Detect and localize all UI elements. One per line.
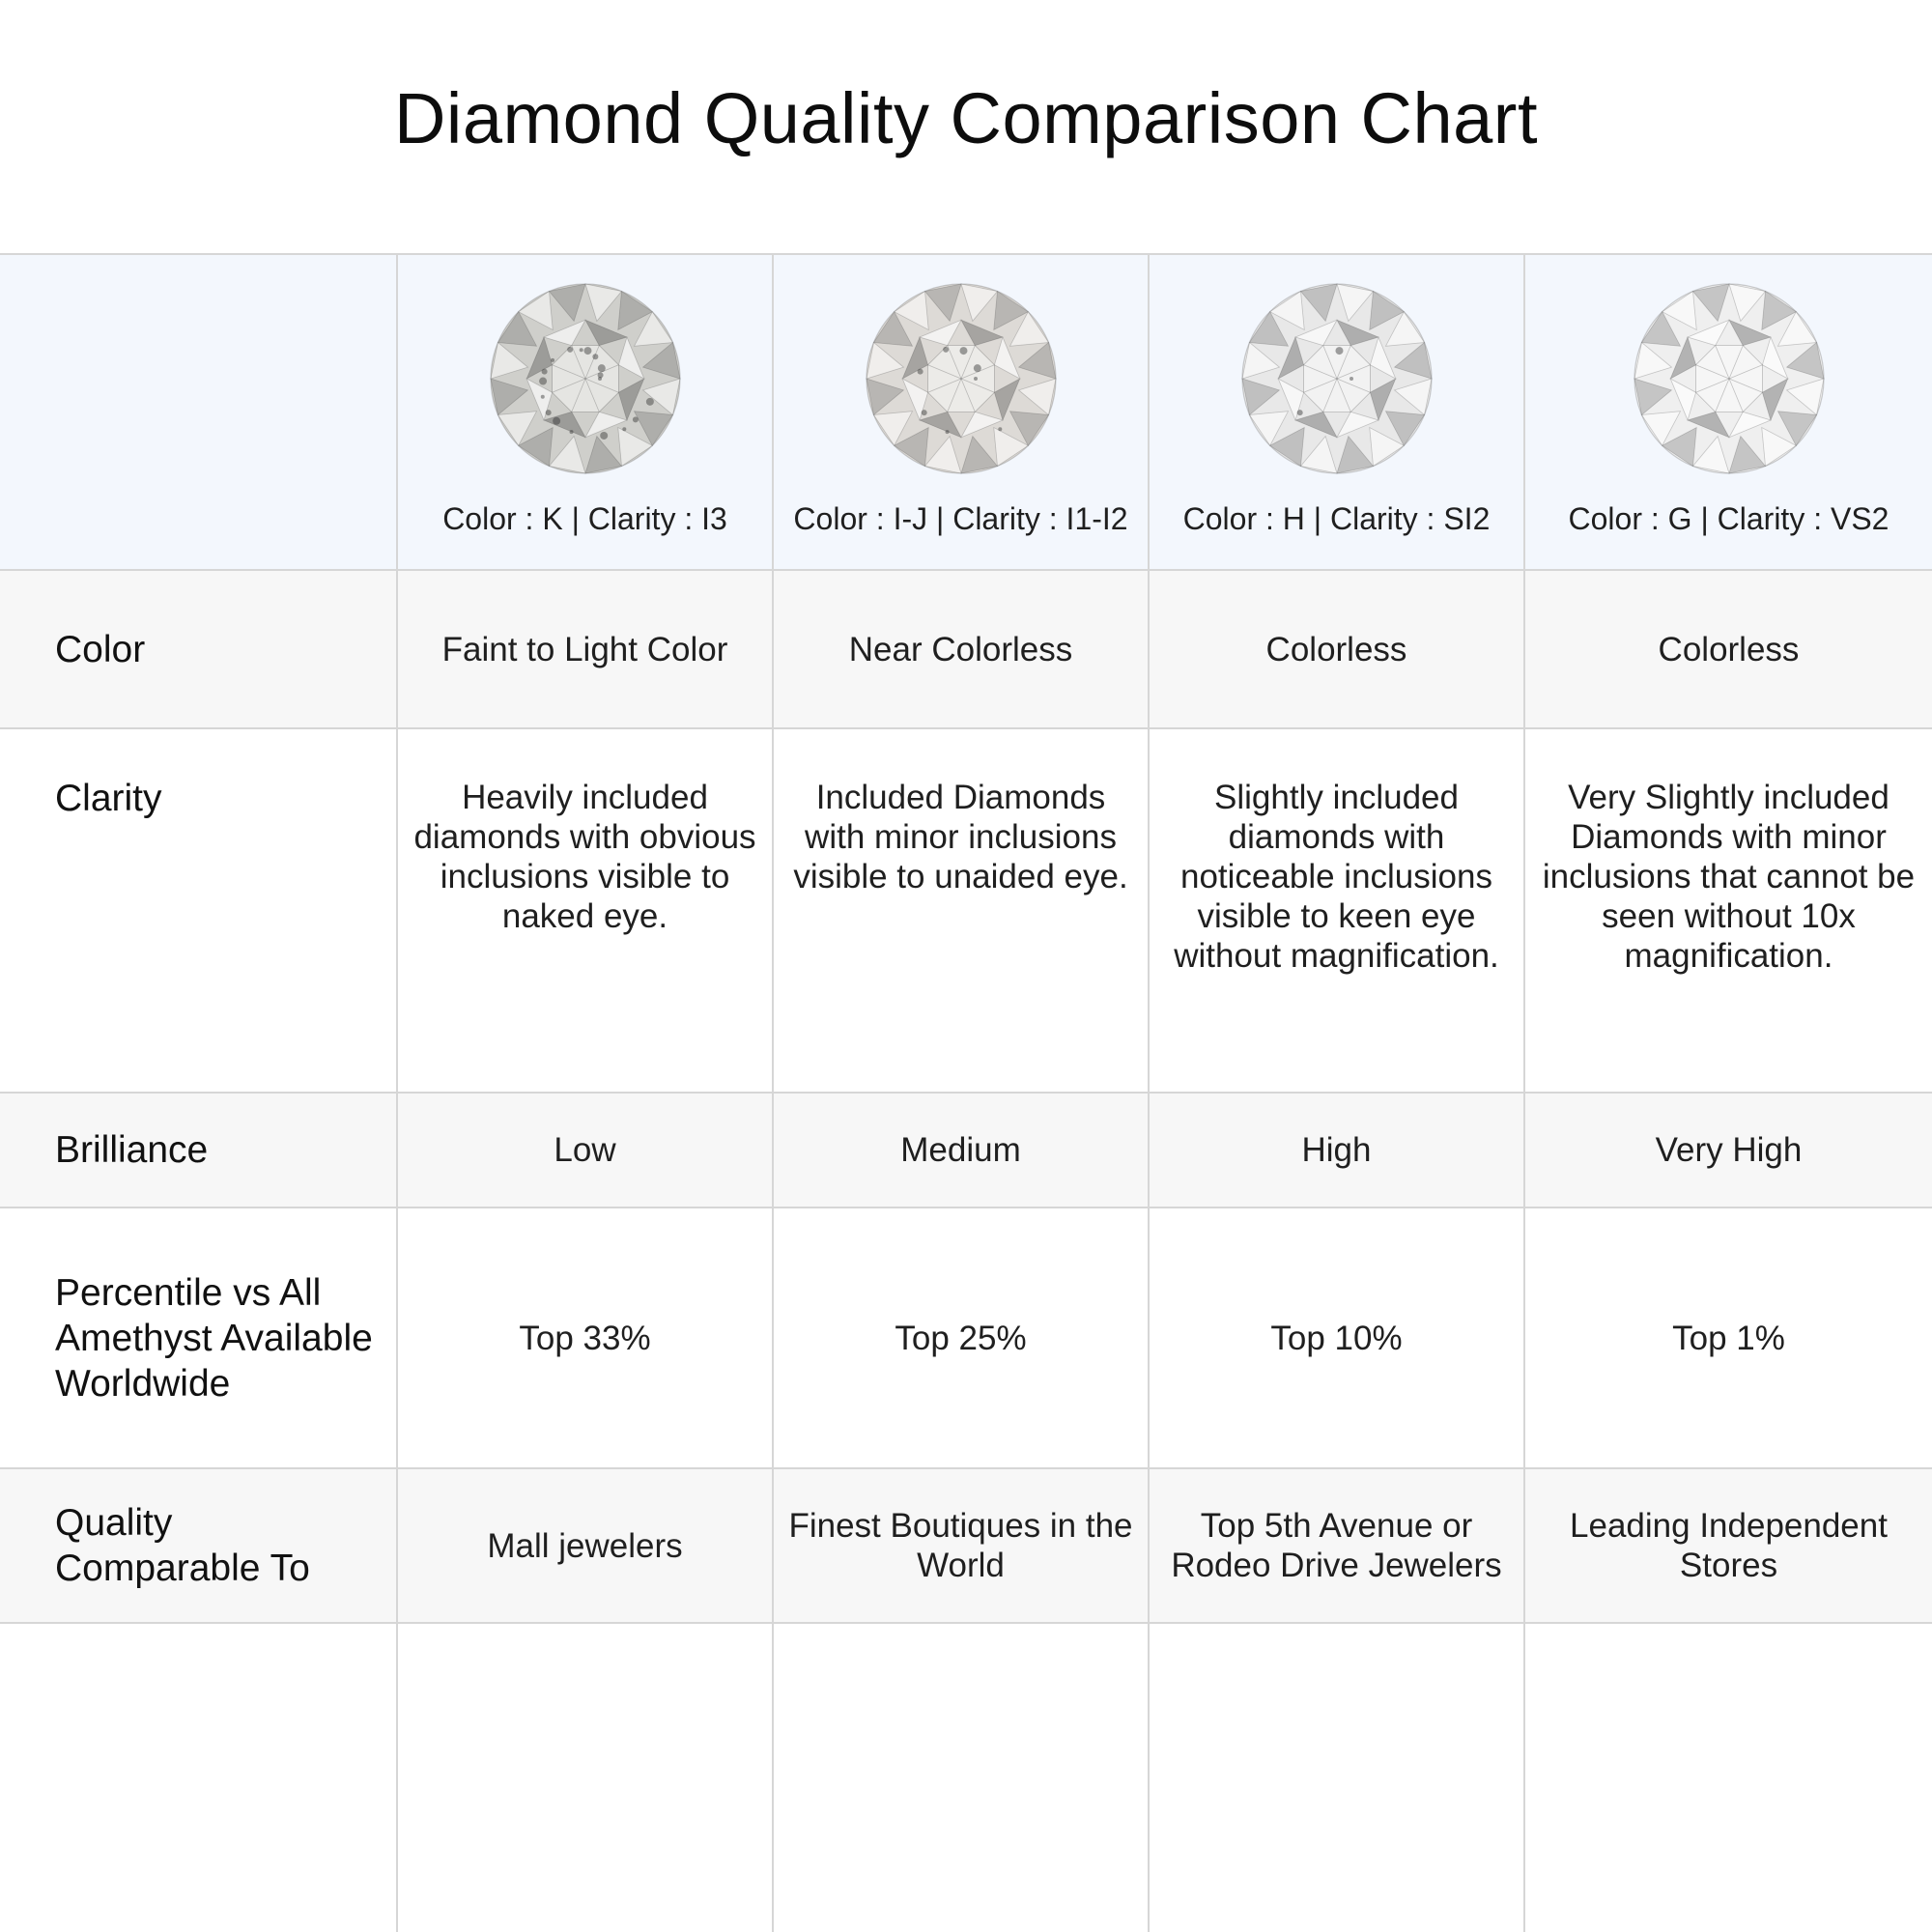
row-label-brilliance: Brilliance [0,1094,398,1208]
diamond-caption: Color : H | Clarity : SI2 [1182,501,1491,536]
clarity-value: Slightly included diamonds with noticeable inclusions visible to keen eye without magnification. [1150,729,1525,1094]
empty-cell [774,1624,1150,1932]
header-corner-cell [0,255,398,571]
diamond-icon [1633,282,1826,475]
color-value: Faint to Light Color [398,571,774,729]
quality-value: Mall jewelers [398,1469,774,1624]
diamond-column-3 [1150,255,1525,571]
percentile-value: Top 25% [774,1208,1150,1469]
percentile-value: Top 10% [1150,1208,1525,1469]
brilliance-value: High [1150,1094,1525,1208]
row-label-percentile: Percentile vs All Amethyst Available Worldwide [0,1208,398,1469]
percentile-value: Top 1% [1525,1208,1932,1469]
quality-value: Finest Boutiques in the World [774,1469,1150,1624]
quality-value: Top 5th Avenue or Rodeo Drive Jewelers [1150,1469,1525,1624]
diamond-caption: Color : K | Clarity : I3 [442,501,727,536]
page-title: Diamond Quality Comparison Chart [393,78,1539,158]
percentile-value: Top 33% [398,1208,774,1469]
brilliance-value: Medium [774,1094,1150,1208]
diamond-icon [489,282,682,475]
brilliance-value: Very High [1525,1094,1932,1208]
color-value: Colorless [1150,571,1525,729]
brilliance-value: Low [398,1094,774,1208]
clarity-value: Heavily included diamonds with obvious inclusions visible to naked eye. [398,729,774,1094]
diamond-caption: Color : G | Clarity : VS2 [1568,501,1889,536]
diamond-column-1 [398,255,774,571]
row-label-color: Color [0,571,398,729]
row-label-clarity: Clarity [0,729,398,1094]
diamond-icon [1240,282,1434,475]
clarity-value: Very Slightly included Diamonds with minor inclusions that cannot be seen without 10x magnification. [1525,729,1932,1094]
diamond-icon [865,282,1058,475]
comparison-table [0,253,1932,1932]
color-value: Near Colorless [774,571,1150,729]
empty-cell [1150,1624,1525,1932]
color-value: Colorless [1525,571,1932,729]
empty-cell [1525,1624,1932,1932]
empty-cell [398,1624,774,1932]
quality-value: Leading Independent Stores [1525,1469,1932,1624]
diamond-caption: Color : I-J | Clarity : I1-I2 [793,501,1128,536]
clarity-value: Included Diamonds with minor inclusions visible to unaided eye. [774,729,1150,1094]
diamond-column-2 [774,255,1150,571]
empty-cell [0,1624,398,1932]
diamond-column-4 [1525,255,1932,571]
row-label-quality: Quality Comparable To [0,1469,398,1624]
